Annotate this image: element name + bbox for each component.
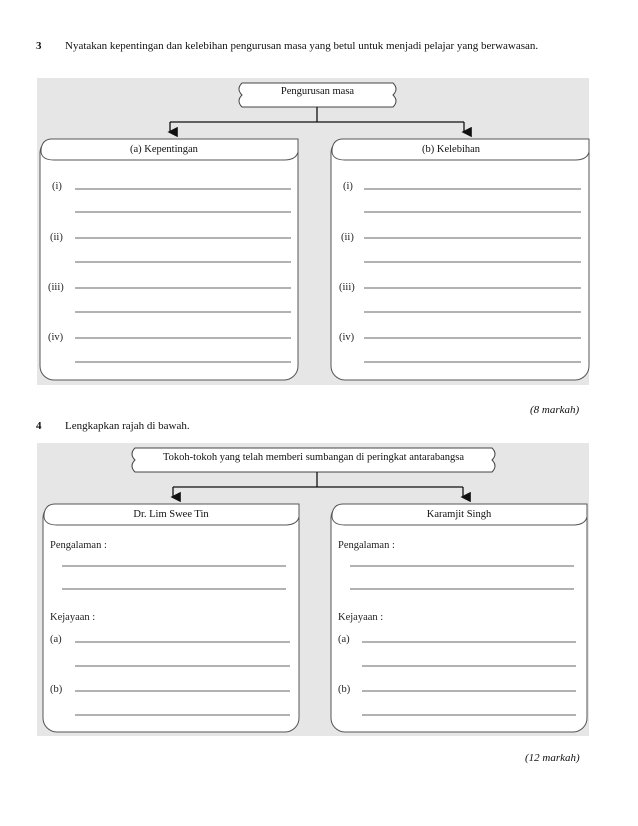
q4-right-header: Karamjit Singh xyxy=(426,509,492,520)
q4-title: Tokoh-tokoh yang telah memberi sumbangan di peringkat antarabangsa xyxy=(162,452,465,463)
question-4-number: 4 xyxy=(36,420,42,432)
q4-right-experience-label: Pengalaman : xyxy=(338,540,395,551)
q4-left-header: Dr. Lim Swee Tin xyxy=(133,509,209,520)
q4-marks: (12 markah) xyxy=(525,752,580,764)
q3-left-item-label: (ii) xyxy=(50,232,63,243)
q3-left-box xyxy=(40,139,298,380)
q4-left-experience-label: Pengalaman : xyxy=(50,540,107,551)
question-3-text: Nyatakan kepentingan dan kelebihan pengurusan masa yang betul untuk menjadi pelajar yang berwawasan. xyxy=(65,40,539,52)
q3-right-item-label: (iii) xyxy=(339,282,355,293)
q3-left-item-label: (iii) xyxy=(48,282,64,293)
q4-left-achievement-label: Kejayaan : xyxy=(50,612,96,623)
q3-left-header: (a) Kepentingan xyxy=(130,144,198,155)
q4-left-item-label: (a) xyxy=(50,634,62,645)
q3-title: Pengurusan masa xyxy=(280,86,355,97)
q4-left-item-label: (b) xyxy=(50,684,63,695)
q3-left-item-label: (iv) xyxy=(48,332,64,343)
q3-right-box xyxy=(331,139,589,380)
q3-right-item-label: (iv) xyxy=(339,332,355,343)
q3-right-item-label: (ii) xyxy=(341,232,354,243)
q4-right-item-label: (b) xyxy=(338,684,351,695)
q3-right-header: (b) Kelebihan xyxy=(422,144,481,155)
q3-left-item-label: (i) xyxy=(52,181,62,192)
q4-right-item-label: (a) xyxy=(338,634,350,645)
question-3-number: 3 xyxy=(36,40,42,52)
q4-right-achievement-label: Kejayaan : xyxy=(338,612,384,623)
q3-right-item-label: (i) xyxy=(343,181,353,192)
q3-marks: (8 markah) xyxy=(530,404,580,416)
question-4-text: Lengkapkan rajah di bawah. xyxy=(65,420,190,432)
